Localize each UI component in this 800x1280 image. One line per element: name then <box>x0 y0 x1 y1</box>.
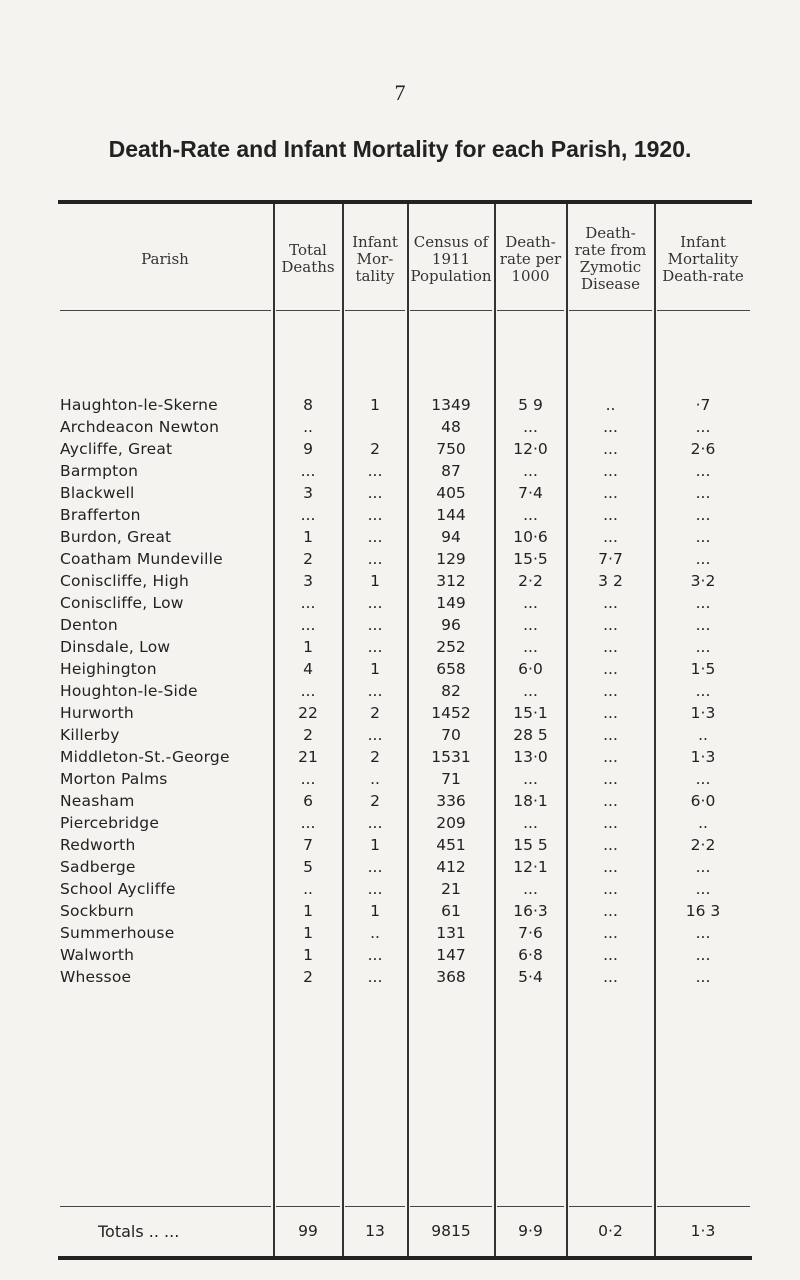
header-census-population: Census of 1911 Population <box>410 232 492 285</box>
cell-parish: Coniscliffe, High <box>60 572 189 590</box>
cell-parish: Piercebridge <box>60 814 160 832</box>
table-row <box>58 768 752 790</box>
cell-zymotic-rate: ... <box>603 748 618 766</box>
totals-rule <box>569 1206 652 1207</box>
cell-infant-mortality: ... <box>367 858 383 876</box>
cell-population: 336 <box>436 792 466 810</box>
cell-parish: Barmpton <box>60 462 139 480</box>
table-top-rule <box>58 200 752 204</box>
cell-zymotic-rate: ... <box>603 638 618 656</box>
cell-infant-mortality-rate: ... <box>695 550 711 568</box>
cell-infant-mortality: 1 <box>370 660 380 678</box>
cell-parish: Denton <box>60 616 118 634</box>
header-rule <box>657 310 750 311</box>
cell-death-rate: 6·8 <box>518 946 543 964</box>
table-row <box>58 504 752 526</box>
header-rule <box>276 310 340 311</box>
header-rule <box>410 310 492 311</box>
cell-parish: Whessoe <box>60 968 132 986</box>
cell-zymotic-rate: ... <box>603 594 618 612</box>
cell-total-deaths: .. <box>303 880 313 898</box>
cell-infant-mortality: 2 <box>370 792 380 810</box>
cell-parish: Hurworth <box>60 704 134 722</box>
cell-population: 658 <box>436 660 466 678</box>
cell-infant-mortality: ... <box>367 462 383 480</box>
cell-zymotic-rate: ... <box>603 484 618 502</box>
cell-zymotic-rate: 7·7 <box>598 550 623 568</box>
cell-population: 21 <box>441 880 461 898</box>
table-row <box>58 702 752 724</box>
table-row <box>58 724 752 746</box>
table-row <box>58 658 752 680</box>
table-row <box>58 548 752 570</box>
table-row <box>58 944 752 966</box>
cell-zymotic-rate: ... <box>603 704 618 722</box>
cell-infant-mortality-rate: ... <box>695 462 711 480</box>
table-row <box>58 614 752 636</box>
table-row <box>58 438 752 460</box>
cell-death-rate: ... <box>523 814 538 832</box>
page-title: Death-Rate and Infant Mortality for each Parish, 1920. <box>108 136 692 162</box>
page-number: 7 <box>394 80 406 105</box>
cell-infant-mortality: 1 <box>370 836 380 854</box>
cell-infant-mortality: ... <box>367 682 383 700</box>
cell-zymotic-rate: ... <box>603 770 618 788</box>
table-row <box>58 900 752 922</box>
table-row <box>58 394 752 416</box>
totals-imr: 1·3 <box>690 1222 716 1240</box>
cell-zymotic-rate: ... <box>603 836 618 854</box>
cell-death-rate: 10·6 <box>513 528 548 546</box>
cell-infant-mortality-rate: ... <box>695 968 711 986</box>
cell-death-rate: ... <box>523 880 538 898</box>
cell-population: 1349 <box>431 396 471 414</box>
cell-death-rate: ... <box>523 682 538 700</box>
cell-infant-mortality-rate: ... <box>695 880 711 898</box>
cell-death-rate: 18·1 <box>513 792 548 810</box>
cell-zymotic-rate: ... <box>603 528 618 546</box>
cell-infant-mortality-rate: ... <box>695 946 711 964</box>
table-body <box>58 394 752 988</box>
cell-infant-mortality-rate: ... <box>695 506 711 524</box>
header-rule <box>569 310 652 311</box>
cell-infant-mortality-rate: ... <box>695 594 711 612</box>
cell-zymotic-rate: ... <box>603 418 618 436</box>
cell-total-deaths: ... <box>300 814 316 832</box>
cell-zymotic-rate: ... <box>603 506 618 524</box>
cell-death-rate: ... <box>523 638 538 656</box>
table-row <box>58 592 752 614</box>
cell-population: 451 <box>436 836 466 854</box>
cell-death-rate: 13·0 <box>513 748 548 766</box>
cell-parish: Houghton-le-Side <box>60 682 198 700</box>
cell-infant-mortality-rate: 1·3 <box>690 748 716 766</box>
cell-death-rate: 28 5 <box>513 726 548 744</box>
cell-infant-mortality: 2 <box>370 704 380 722</box>
cell-infant-mortality: ... <box>367 484 383 502</box>
cell-parish: Haughton-le-Skerne <box>60 396 218 414</box>
cell-total-deaths: ... <box>300 616 316 634</box>
cell-population: 131 <box>436 924 466 942</box>
header-total-deaths: Total Deaths <box>281 241 335 276</box>
cell-zymotic-rate: ... <box>603 440 618 458</box>
header-rule <box>497 310 564 311</box>
cell-total-deaths: 9 <box>303 440 313 458</box>
cell-population: 147 <box>436 946 466 964</box>
cell-infant-mortality: 2 <box>370 440 380 458</box>
cell-parish: Aycliffe, Great <box>60 440 173 458</box>
cell-zymotic-rate: ... <box>603 682 618 700</box>
cell-infant-mortality-rate: ... <box>695 924 711 942</box>
totals-zymotic: 0·2 <box>598 1222 623 1240</box>
cell-infant-mortality-rate: ... <box>695 528 711 546</box>
cell-population: 129 <box>436 550 466 568</box>
cell-parish: Redworth <box>60 836 136 854</box>
cell-infant-mortality: ... <box>367 528 383 546</box>
cell-parish: Heighington <box>60 660 157 678</box>
cell-infant-mortality-rate: 3·2 <box>690 572 716 590</box>
cell-parish: Walworth <box>60 946 135 964</box>
cell-infant-mortality: ... <box>367 506 383 524</box>
cell-infant-mortality: ... <box>367 616 383 634</box>
totals-deaths: 99 <box>298 1222 318 1240</box>
cell-infant-mortality-rate: 6·0 <box>690 792 716 810</box>
cell-zymotic-rate: 3 2 <box>598 572 623 590</box>
cell-zymotic-rate: ... <box>603 660 618 678</box>
cell-population: 1452 <box>431 704 471 722</box>
cell-death-rate: 15 5 <box>513 836 548 854</box>
cell-total-deaths: 3 <box>303 572 313 590</box>
table-row <box>58 416 752 438</box>
cell-zymotic-rate: ... <box>603 880 618 898</box>
cell-parish: Summerhouse <box>60 924 175 942</box>
mortality-table <box>58 200 752 1262</box>
cell-population: 412 <box>436 858 466 876</box>
table-row <box>58 856 752 878</box>
cell-death-rate: 5 9 <box>518 396 543 414</box>
table-row <box>58 746 752 768</box>
cell-death-rate: 15·1 <box>513 704 548 722</box>
table-bottom-rule <box>58 1256 752 1260</box>
cell-death-rate: 7·6 <box>518 924 543 942</box>
cell-death-rate: 6·0 <box>518 660 543 678</box>
header-rule <box>345 310 405 311</box>
cell-population: 71 <box>441 770 461 788</box>
table-row <box>58 966 752 988</box>
cell-death-rate: ... <box>523 506 538 524</box>
cell-parish: Brafferton <box>60 506 141 524</box>
cell-total-deaths: 1 <box>303 924 313 942</box>
cell-population: 94 <box>441 528 461 546</box>
cell-population: 61 <box>441 902 461 920</box>
cell-total-deaths: 2 <box>303 968 313 986</box>
cell-total-deaths: 6 <box>303 792 313 810</box>
cell-total-deaths: 22 <box>298 704 318 722</box>
cell-total-deaths: 2 <box>303 550 313 568</box>
cell-infant-mortality-rate: ·7 <box>695 396 711 414</box>
cell-total-deaths: 21 <box>298 748 318 766</box>
cell-parish: Morton Palms <box>60 770 168 788</box>
cell-zymotic-rate: ... <box>603 946 618 964</box>
cell-death-rate: ... <box>523 418 538 436</box>
totals-label: Totals .. ... <box>98 1222 180 1241</box>
header-death-rate: Death- rate per 1000 <box>499 232 562 285</box>
table-row <box>58 878 752 900</box>
cell-total-deaths: 2 <box>303 726 313 744</box>
header-parish: Parish <box>141 249 189 268</box>
cell-parish: Killerby <box>60 726 120 744</box>
cell-total-deaths: ... <box>300 462 316 480</box>
cell-total-deaths: 1 <box>303 902 313 920</box>
cell-zymotic-rate: .. <box>605 396 616 414</box>
cell-population: 87 <box>441 462 461 480</box>
cell-parish: Sadberge <box>60 858 136 876</box>
cell-infant-mortality: ... <box>367 638 383 656</box>
cell-infant-mortality: ... <box>367 550 383 568</box>
cell-total-deaths: 1 <box>303 946 313 964</box>
cell-infant-mortality-rate: .. <box>698 814 708 832</box>
totals-rule <box>276 1206 340 1207</box>
cell-zymotic-rate: ... <box>603 924 618 942</box>
cell-zymotic-rate: ... <box>603 462 618 480</box>
totals-population: 9815 <box>431 1222 471 1240</box>
totals-rule <box>410 1206 492 1207</box>
totals-death-rate: 9·9 <box>518 1222 543 1240</box>
header-infant-mortality-rate: Infant Mortality Death-rate <box>662 232 744 285</box>
cell-parish: Neasham <box>60 792 135 810</box>
table-row <box>58 834 752 856</box>
cell-death-rate: 7·4 <box>518 484 543 502</box>
cell-zymotic-rate: ... <box>603 616 618 634</box>
totals-infant: 13 <box>365 1222 385 1240</box>
header-zymotic-rate: Death-rate from Zymotic Disease <box>574 224 647 293</box>
table-row <box>58 680 752 702</box>
table-row <box>58 922 752 944</box>
cell-infant-mortality-rate: ... <box>695 616 711 634</box>
cell-total-deaths: ... <box>300 770 316 788</box>
table-row <box>58 460 752 482</box>
cell-infant-mortality: ... <box>367 880 383 898</box>
cell-population: 252 <box>436 638 466 656</box>
cell-death-rate: ... <box>523 770 538 788</box>
totals-rule <box>60 1206 271 1207</box>
cell-population: 368 <box>436 968 466 986</box>
header-infant-mortality: Infant Mor- tality <box>352 232 398 285</box>
cell-parish: Blackwell <box>60 484 135 502</box>
cell-infant-mortality: .. <box>370 770 380 788</box>
cell-parish: Archdeacon Newton <box>60 418 220 436</box>
cell-population: 144 <box>436 506 466 524</box>
cell-death-rate: ... <box>523 462 538 480</box>
cell-total-deaths: 7 <box>303 836 313 854</box>
cell-infant-mortality-rate: ... <box>695 418 711 436</box>
cell-infant-mortality: 1 <box>370 572 380 590</box>
cell-total-deaths: ... <box>300 594 316 612</box>
cell-population: 96 <box>441 616 461 634</box>
cell-parish: Middleton-St.-George <box>60 748 230 766</box>
cell-death-rate: 5·4 <box>518 968 543 986</box>
table-row <box>58 636 752 658</box>
cell-death-rate: 12·1 <box>513 858 548 876</box>
cell-population: 750 <box>436 440 466 458</box>
cell-total-deaths: 5 <box>303 858 313 876</box>
cell-parish: School Aycliffe <box>60 880 176 898</box>
cell-population: 82 <box>441 682 461 700</box>
totals-rule <box>657 1206 750 1207</box>
cell-zymotic-rate: ... <box>603 902 618 920</box>
cell-infant-mortality-rate: .. <box>698 726 708 744</box>
cell-zymotic-rate: ... <box>603 968 618 986</box>
cell-infant-mortality: ... <box>367 814 383 832</box>
cell-population: 405 <box>436 484 466 502</box>
cell-total-deaths: 1 <box>303 528 313 546</box>
cell-parish: Coatham Mundeville <box>60 550 223 568</box>
cell-death-rate: ... <box>523 594 538 612</box>
cell-total-deaths: 3 <box>303 484 313 502</box>
header-rule <box>60 310 271 311</box>
cell-death-rate: ... <box>523 616 538 634</box>
cell-total-deaths: .. <box>303 418 313 436</box>
cell-death-rate: 16·3 <box>513 902 548 920</box>
table-row <box>58 790 752 812</box>
cell-total-deaths: ... <box>300 682 316 700</box>
cell-infant-mortality-rate: 1·5 <box>690 660 716 678</box>
cell-infant-mortality: 1 <box>370 396 380 414</box>
cell-death-rate: 15·5 <box>513 550 548 568</box>
cell-parish: Burdon, Great <box>60 528 172 546</box>
cell-infant-mortality: ... <box>367 726 383 744</box>
cell-population: 1531 <box>431 748 471 766</box>
cell-infant-mortality: ... <box>367 594 383 612</box>
cell-infant-mortality-rate: ... <box>695 484 711 502</box>
cell-total-deaths: 4 <box>303 660 313 678</box>
cell-total-deaths: 1 <box>303 638 313 656</box>
cell-population: 70 <box>441 726 461 744</box>
cell-infant-mortality: 2 <box>370 748 380 766</box>
cell-infant-mortality-rate: ... <box>695 770 711 788</box>
cell-infant-mortality-rate: 2·6 <box>690 440 716 458</box>
cell-infant-mortality-rate: 2·2 <box>690 836 716 854</box>
cell-zymotic-rate: ... <box>603 726 618 744</box>
cell-population: 48 <box>441 418 461 436</box>
cell-infant-mortality-rate: ... <box>695 682 711 700</box>
cell-total-deaths: 8 <box>303 396 313 414</box>
cell-infant-mortality: ... <box>367 946 383 964</box>
cell-parish: Sockburn <box>60 902 135 920</box>
cell-total-deaths: ... <box>300 506 316 524</box>
cell-death-rate: 12·0 <box>513 440 548 458</box>
cell-infant-mortality-rate: ... <box>695 858 711 876</box>
cell-population: 312 <box>436 572 466 590</box>
table-row <box>58 526 752 548</box>
cell-infant-mortality: ... <box>367 968 383 986</box>
table-row <box>58 812 752 834</box>
cell-infant-mortality: 1 <box>370 902 380 920</box>
cell-zymotic-rate: ... <box>603 858 618 876</box>
totals-row <box>58 1222 752 1248</box>
cell-infant-mortality-rate: 1·3 <box>690 704 716 722</box>
totals-rule <box>345 1206 405 1207</box>
cell-population: 209 <box>436 814 466 832</box>
table-row <box>58 482 752 504</box>
cell-zymotic-rate: ... <box>603 814 618 832</box>
cell-infant-mortality-rate: 16 3 <box>685 902 721 920</box>
cell-parish: Coniscliffe, Low <box>60 594 184 612</box>
cell-population: 149 <box>436 594 466 612</box>
table-row <box>58 570 752 592</box>
totals-rule <box>497 1206 564 1207</box>
cell-infant-mortality-rate: ... <box>695 638 711 656</box>
cell-parish: Dinsdale, Low <box>60 638 171 656</box>
cell-infant-mortality: .. <box>370 924 380 942</box>
cell-zymotic-rate: ... <box>603 792 618 810</box>
cell-death-rate: 2·2 <box>518 572 543 590</box>
